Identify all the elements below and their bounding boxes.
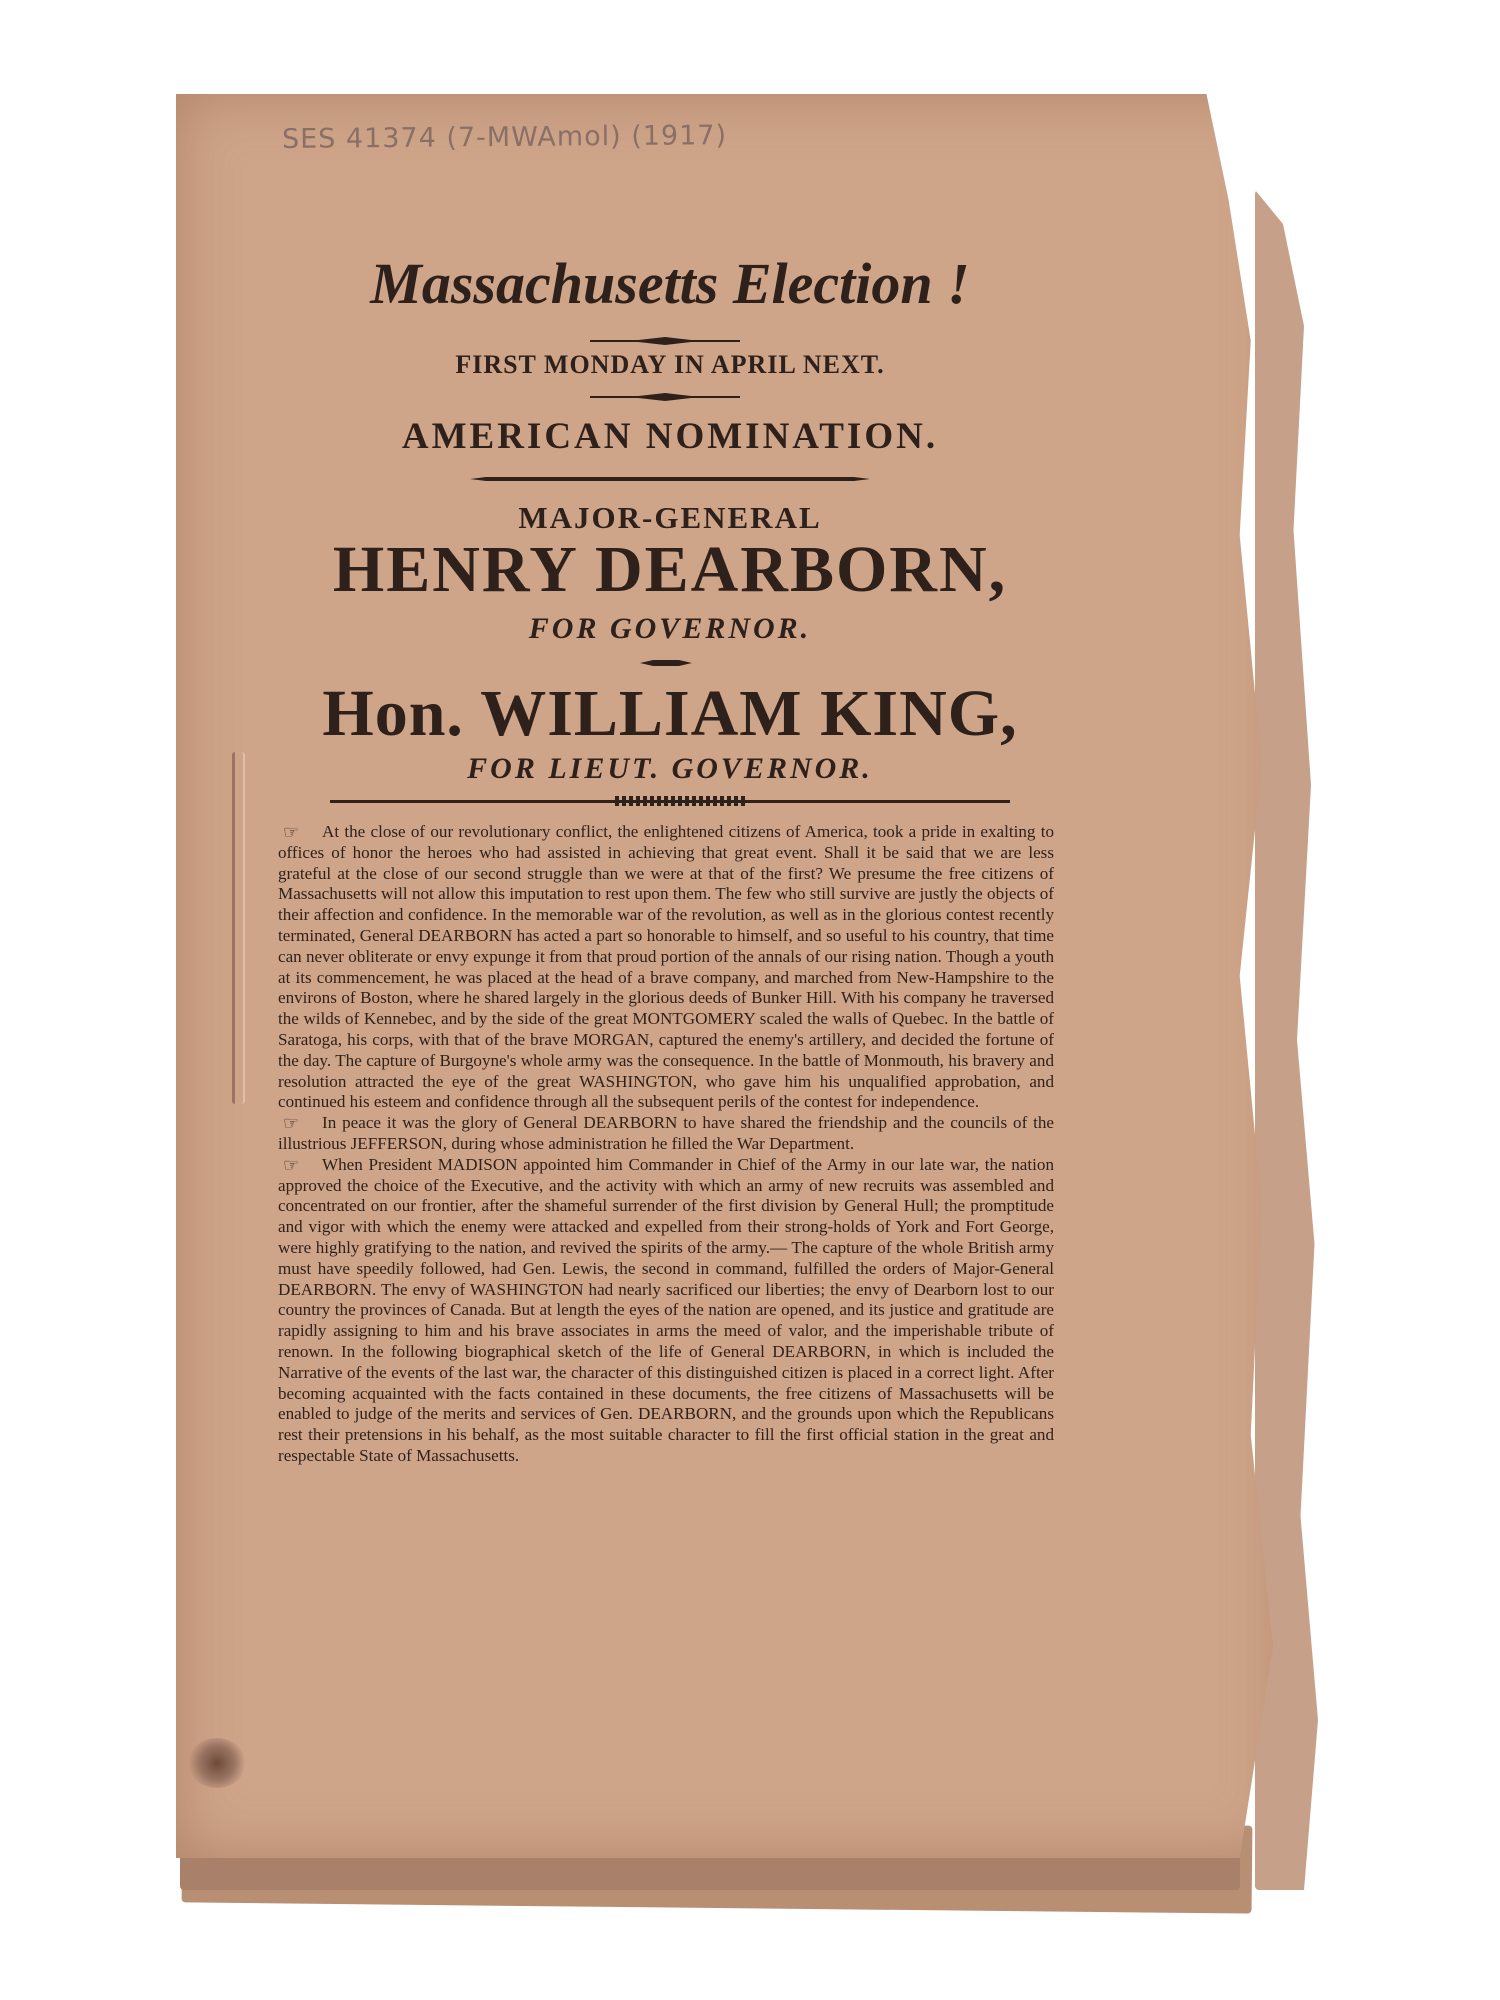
ink-stain <box>188 1738 246 1788</box>
nomination-rule <box>470 477 870 481</box>
candidate1-office: FOR GOVERNOR. <box>528 612 812 645</box>
pointing-hand-icon: ☞ <box>283 1113 300 1135</box>
binding-stitch <box>232 752 245 1104</box>
candidate1-rank: MAJOR-GENERAL <box>518 500 822 535</box>
date-ornament <box>590 393 740 401</box>
candidate2-office: FOR LIEUT. GOVERNOR. <box>467 752 873 785</box>
pointing-hand-icon: ☞ <box>283 822 300 843</box>
paragraph-text: In peace it was the glory of General DEARBORN to have shared the friendship and the councils of the illustrious JEFFERSON, during whose administration he filled the War Department. <box>278 1113 1054 1153</box>
heading-rule-ornament <box>615 796 745 806</box>
pamphlet-body <box>278 822 1054 1467</box>
election-date: FIRST MONDAY IN APRIL NEXT. <box>455 350 885 379</box>
title-ornament <box>590 337 740 345</box>
nomination-heading: AMERICAN NOMINATION. <box>401 416 939 457</box>
candidate1-name: HENRY DEARBORN, <box>332 533 1008 606</box>
paragraph-text: At the close of our revolutionary conflict, the enlightened citizens of America, took a pride in exalting to offices of honor the heroes who had assisted in achieving that great event. Shall it be said that we are less grateful at the close of our second struggle than we were at that of the first? We presume the free citizens of Massachusetts will not allow this imputation to rest upon them. The few who still survive are justly the objects of their affection and confidence. In the memorable war of the revolution, as well as in the glorious contest recently terminated, General DEARBORN has acted a part so honorable to himself, and so useful to his country, that time can never obliterate or envy expunge it from that proud portion of the annals of our rising nation. Though a youth at its commencement, he was placed at the head of a brave company, and marched from New-Hampshire to the environs of Boston, where he shared largely in the glorious deeds of Bunker Hill. With his company he traversed the wilds of Kennebec, and by the side of the great MONTGOMERY scaled the walls of Quebec. In the battle of Saratoga, his corps, with that of the brave MORGAN, captured the enemy's artillery, and decided the fortune of the day. The capture of Burgoyne's whole army was the consequence. In the battle of Monmouth, his bravery and resolution attracted the eye of the great WASHINGTON, who gave him his unqualified approbation, and continued his esteem and confidence through all the subsequent perils of the contest for independence. <box>278 822 1054 1112</box>
paragraph <box>278 822 1054 1113</box>
candidate2-name: Hon. WILLIAM KING, <box>322 677 1018 750</box>
paragraph <box>278 1155 1054 1467</box>
election-title: Massachusetts Election ! <box>370 251 970 316</box>
pencil-catalog-note: SES 41374 (7-MWAmol) (1917) <box>281 120 728 155</box>
pointing-hand-icon: ☞ <box>283 1154 300 1176</box>
paragraph-text: When President MADISON appointed him Commander in Chief of the Army in our late war, the nation approved the choice of the Executive, and the activity with which an army of new recruits was assembled and concentrated on our frontier, after the shameful surrender of the first division by General Hull; the promptitude and vigor with which the enemy were attacked and expelled from their strong-holds of York and Fort George, were highly gratifying to the nation, and revived the spirits of the army.— The capture of the whole British army must have speedily followed, had Gen. Lewis, the second in command, fulfilled the orders of Major-General DEARBORN. The envy of WASHINGTON had nearly sacrificed our liberties; the envy of Dearborn lost to our country the provinces of Canada. But at length the eyes of the nation are opened, and its justice and gratitude are rapidly assigning to him and his brave associates in arms the meed of valor, and the imperishable tribute of renown. In the following biographical sketch of the life of General DEARBORN, in which is included the Narrative of the events of the last war, the character of this distinguished citizen is placed in a correct light. After becoming acquainted with the facts contained in these documents, the free citizens of Massachusetts will be enabled to judge of the merits and services of Gen. DEARBORN, and the grounds upon which the Republicans rest their pretensions in his behalf, as the most suitable character to fill the first official station in the great and respectable State of Massachusetts. <box>278 1154 1054 1465</box>
paragraph <box>278 1113 1054 1155</box>
